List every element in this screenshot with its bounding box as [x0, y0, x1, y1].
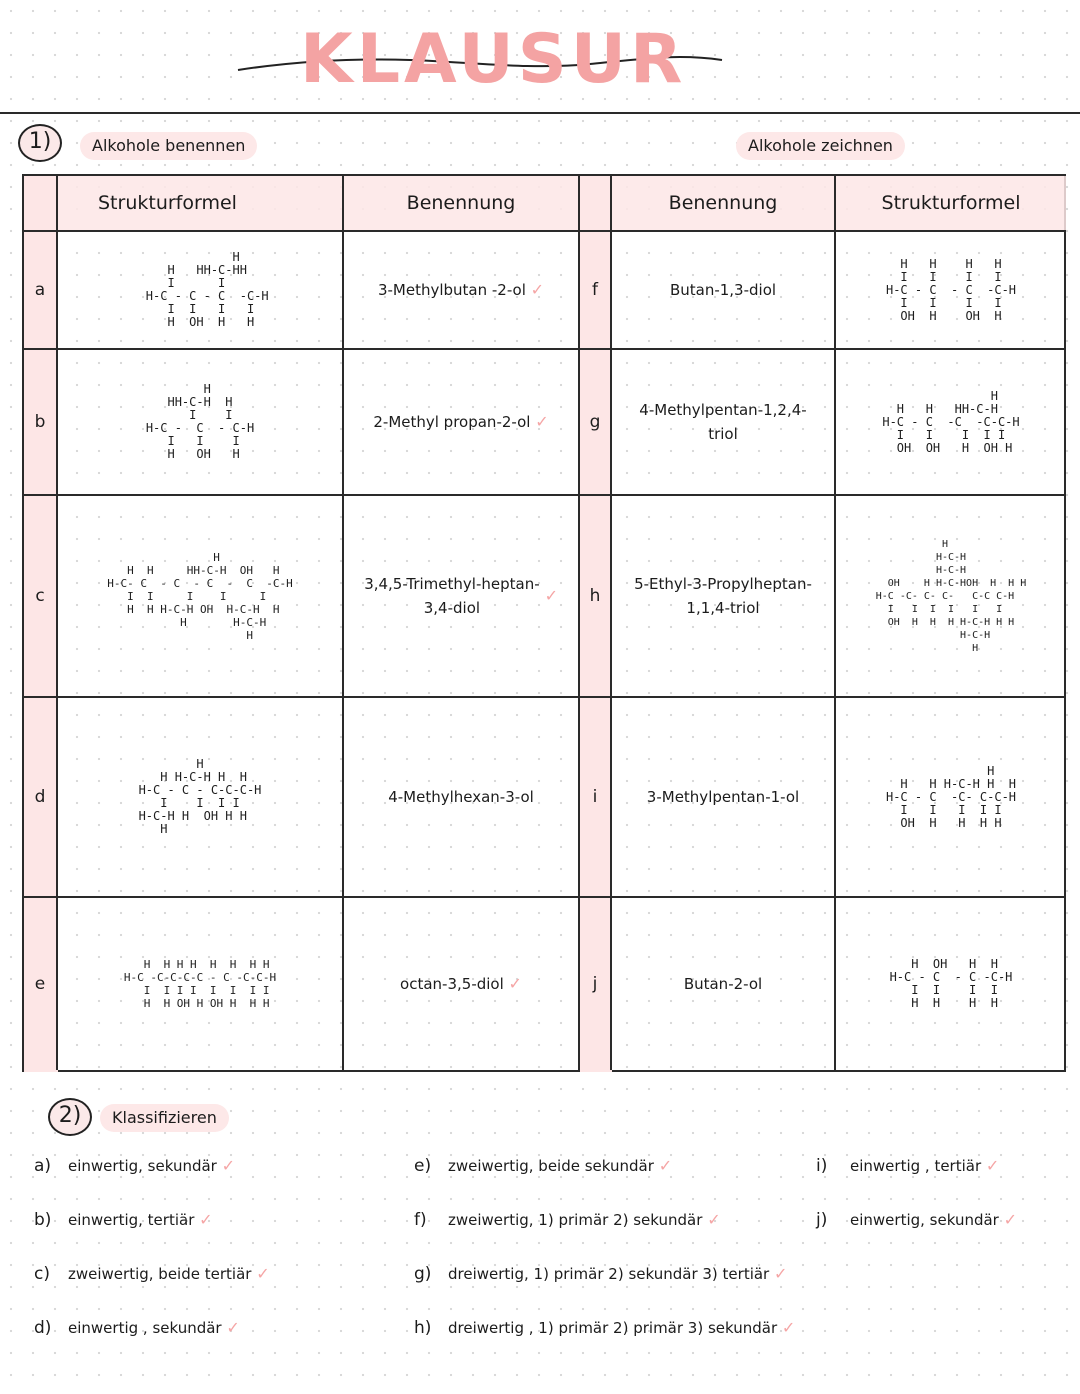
- header-right-structure: Strukturformel: [881, 192, 1021, 214]
- name-cell-c: [344, 496, 578, 696]
- title-rule: [0, 112, 1080, 114]
- structure-j: [836, 898, 1066, 1070]
- row-letter-c: c: [35, 586, 45, 606]
- task1-number: 1): [18, 124, 62, 162]
- formula-e: H H H H H H H H H-C -C-C-C-C - C -C-C-H I I I I I I I I H H OH H OH H H H: [123, 958, 277, 1010]
- header-left-name: Benennung: [406, 192, 516, 214]
- task1-right-heading: Alkohole zeichnen: [736, 132, 905, 160]
- check-mark: ✓: [530, 280, 545, 299]
- classification-item: i) einwertig , tertiär ✓: [816, 1156, 1000, 1176]
- name-c: 3,4,5-Trimethyl-heptan-3,4-diol: [364, 575, 540, 617]
- formula-d: H H H-C-H H H H-C - C - C-C-C-H I I I I H-C-H H OH H H H: [138, 757, 262, 836]
- structure-a: [58, 232, 342, 348]
- name-i: 3-Methylpentan-1-ol: [646, 788, 800, 806]
- formula-h: H H-C-H H-C-H OH H H-C-HOH H H H H-C -C- C- C- C-C C-H I I I I I I OH H H H H-C-H H H H-C-H H: [875, 538, 1027, 654]
- structure-h: [836, 496, 1066, 696]
- header-left-structure: Strukturformel: [98, 192, 237, 214]
- row-letter-b: b: [34, 412, 46, 432]
- name-f: Butan-1,3-diol: [669, 281, 777, 299]
- alcohol-table: [22, 174, 1066, 1072]
- structure-d: [58, 698, 342, 896]
- row-letter-j: j: [592, 974, 598, 994]
- classification-item: f) zweiwertig, 1) primär 2) sekundär ✓: [414, 1210, 721, 1230]
- classification-item: d) einwertig , sekundär ✓: [34, 1318, 240, 1338]
- structure-f: [836, 232, 1066, 348]
- name-a: 3-Methylbutan -2-ol: [377, 281, 526, 299]
- row-letter-g: g: [589, 412, 601, 432]
- structure-i: [836, 698, 1066, 896]
- header-right-name: Benennung: [668, 192, 778, 214]
- page-title: KLAUSUR: [300, 20, 687, 99]
- classification-item: g) dreiwertig, 1) primär 2) sekundär 3) tertiär ✓: [414, 1264, 788, 1284]
- name-h: 5-Ethyl-3-Propylheptan-1,1,4-triol: [634, 575, 812, 617]
- name-b: 2-Methyl propan-2-ol: [373, 413, 531, 431]
- row-letter-h: h: [589, 586, 601, 606]
- structure-c: [58, 496, 342, 696]
- check-mark: ✓: [535, 412, 549, 431]
- name-cell-a: [344, 232, 578, 348]
- row-letter-i: i: [592, 787, 598, 807]
- row-letter-d: d: [34, 787, 46, 807]
- name-cell-e: [344, 898, 578, 1070]
- name-d: 4-Methylhexan-3-ol: [388, 788, 534, 806]
- formula-b: H HH-C-H H I I H-C - C - C-H I I I H OH H: [145, 382, 255, 461]
- row-letter-e: e: [34, 974, 46, 994]
- classification-item: b) einwertig, tertiär ✓: [34, 1210, 213, 1230]
- task2-heading: Klassifizieren: [100, 1104, 229, 1132]
- classification-item: c) zweiwertig, beide tertiär ✓: [34, 1264, 270, 1284]
- name-j: Butan-2-ol: [683, 975, 763, 993]
- classification-item: a) einwertig, sekundär ✓: [34, 1156, 236, 1176]
- task2-number: 2): [48, 1098, 92, 1136]
- row-letter-a: a: [34, 280, 46, 300]
- formula-c: H H H HH-C-H OH H H-C- C - C - C - C -C-H I I I I I H H H-C-H OH H-C-H H H H-C-H H: [107, 550, 293, 642]
- structure-e: [58, 898, 342, 1070]
- name-cell-b: [344, 350, 578, 494]
- classification-item: h) dreiwertig , 1) primär 2) primär 3) sekundär ✓: [414, 1318, 796, 1338]
- formula-a: H H HH-C-HH I I H-C - C - C -C-H I I I I H OH H H: [145, 250, 269, 329]
- structure-b: [58, 350, 342, 494]
- name-g: 4-Methylpentan-1,2,4-triol: [639, 401, 807, 443]
- task1-left-heading: Alkohole benennen: [80, 132, 257, 160]
- formula-f: H H H H I I I I H-C - C - C -C-H I I I I OH H OH H: [885, 256, 1017, 323]
- check-mark: ✓: [508, 974, 522, 993]
- classification-item: e) zweiwertig, beide sekundär ✓: [414, 1156, 673, 1176]
- classification-item: j) einwertig, sekundär ✓: [816, 1210, 1018, 1230]
- formula-i: H H H H-C-H H H H-C - C -C- C-C-H I I I I I OH H H H H: [885, 763, 1017, 830]
- name-e: octan-3,5-diol: [400, 975, 504, 993]
- structure-g: [836, 350, 1066, 494]
- formula-g: H H H HH-C-H H-C - C -C -C-C-H I I I I I OH OH H OH H: [882, 388, 1020, 455]
- check-mark: ✓: [544, 586, 558, 605]
- formula-j: H OH H H H-C - C - C -C-H I I I I H H H H: [889, 957, 1013, 1010]
- row-letter-f: f: [592, 280, 598, 300]
